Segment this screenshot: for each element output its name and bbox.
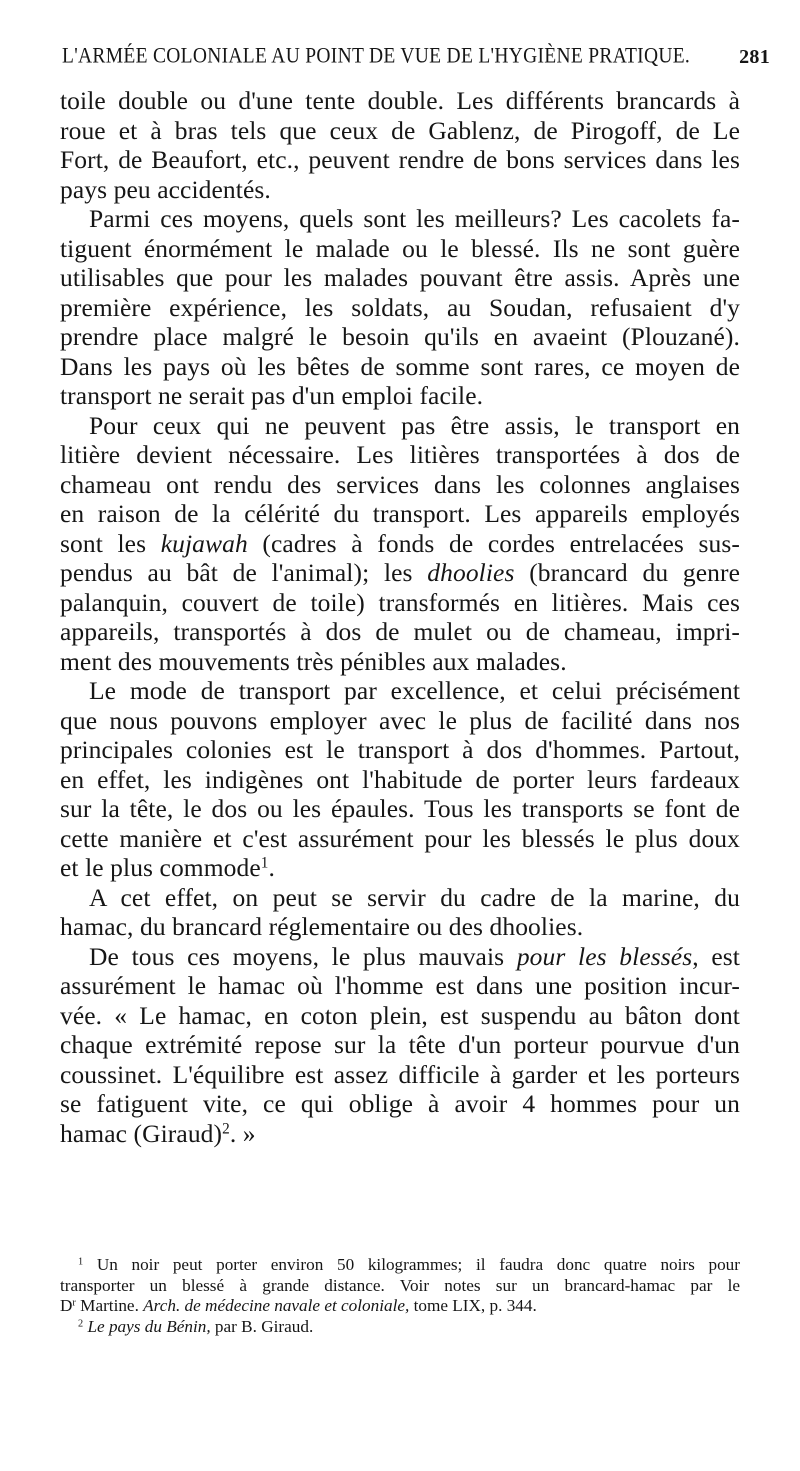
text-line: principales colonies est le transport à dos d'hommes. Partout, [60,735,740,764]
footnote-1 [60,1255,740,1276]
text-line: A cet effet, on peut se servir du cadre de la marine, du [89,882,740,912]
text-line: litière devient nécessaire. Les litières transportées à dos de [60,440,740,469]
text-line: vée. « Le hamac, en coton plein, est suspendu au bâton dont [60,1000,740,1030]
text-run: . [268,853,276,882]
footnote-ref-1[interactable]: 1 [260,854,269,872]
text-run: (cadres à fonds de cordes entrelacées sus- [247,528,740,558]
text-run: . » [229,1118,256,1148]
text-line: se fatiguent vite, ce qui oblige à avoir 4 hommes pour un [60,1089,740,1118]
text-line: Dans les pays où les bêtes de somme sont rares, ce moyen de [60,351,740,381]
text-line [60,1119,740,1149]
text-line: ment des mouvements très pénibles aux malades. [60,646,567,676]
text-line: chameau ont rendu des services dans les colonnes anglaises [60,469,740,499]
footnote-line [60,1296,740,1317]
text-line [60,942,740,972]
text-line: en raison de la célérité du transport. Les appareils employés [60,499,740,528]
text-line [60,558,740,588]
text-line: prendre place malgré le besoin qu'ils en avaeint (Plouzané). [60,322,740,351]
footnote-ref-2[interactable]: 2 [222,1120,230,1138]
footnote-text: tome LIX, p. 344. [409,1296,537,1315]
book-title: Le pays du Bénin, [83,1316,211,1336]
footnote-2 [60,1317,740,1338]
body-text [60,86,740,1148]
journal-title: Arch. de médecine navale et coloniale, [143,1296,410,1315]
text-run: , est [692,941,740,971]
footnote-text: Martine. [75,1296,144,1315]
text-line: pays peu accidentés. [60,174,271,204]
text-run: hamac (Giraud) [60,1118,223,1148]
text-line: tiguent énormément le malade ou le blessé. Ils ne sont guère [60,233,740,263]
text-line: Pour ceux qui ne peuvent pas être assis, le transport en [89,410,740,440]
text-line: appareils, transportés à dos de mulet ou de chameau, impri- [60,617,740,646]
text-line: que nous pouvons employer avec le plus de facilité dans nos [60,705,740,735]
italic-term-dhoolies: dhoolies [427,558,515,587]
footnote-mark: 2 [78,1317,84,1329]
text-line: roue et à bras tels que ceux de Gablenz, de Pirogoff, de Le [60,115,740,145]
text-run: De tous ces moyens, le plus mauvais [89,941,517,971]
page-number: 281 [739,46,770,68]
running-title: L'ARMÉE COLONIALE AU POINT DE VUE DE L'HYGIÈNE PRATIQUE. [62,44,691,68]
footnote-mark: 1 [78,1256,84,1268]
text-run: pendus au bât de l'animal); les [60,558,428,587]
text-line: Parmi ces moyens, quels sont les meilleurs? Les cacolets fa- [89,204,740,233]
text-line: transport ne serait pas d'un emploi facile. [60,381,484,410]
footnote-text: r [72,1297,76,1309]
text-line: utilisables que pour les malades pouvant être assis. Après une [60,263,740,292]
running-head [62,46,770,74]
text-line: toile double ou d'une tente double. Les différents brancards à [60,86,740,115]
text-line: coussinet. L'équilibre est assez difficile à garder et les porteurs [60,1059,740,1089]
text-line: Fort, de Beaufort, etc., peuvent rendre de bons services dans les [60,145,740,174]
text-run: (brancard du genre [514,558,740,587]
text-run: sont les [60,528,161,558]
footnote-text: par B. Giraud. [210,1316,314,1336]
text-line: assurément le hamac où l'homme est dans une position incur- [60,971,740,1000]
italic-emphasis: pour les blessés [516,941,693,971]
text-run: et le plus commode [60,853,261,882]
footnote-line: transporter un blessé à grande distance. Voir notes sur un brancard-hamac par le [60,1275,740,1295]
text-line: chaque extrémité repose sur la tête d'un porteur pourvue d'un [60,1030,740,1059]
footnote-text: D [60,1296,73,1315]
italic-term-kujawah: kujawah [160,528,248,558]
text-line: première expérience, les soldats, au Soudan, refusaient d'y [60,292,740,322]
footnote-text: Un noir peut porter environ 50 kilogrammes; il faudra donc quatre noirs pour [83,1255,740,1274]
text-line: hamac, du brancard réglementaire ou des dhoolies. [60,912,584,941]
text-line: cette manière et c'est assurément pour les blessés le plus doux [60,823,740,853]
footnotes [60,1255,740,1337]
text-line: en effet, les indigènes ont l'habitude de porter leurs fardeaux [60,764,740,794]
text-line [60,853,740,883]
text-line [60,529,740,559]
text-line: Le mode de transport par excellence, et celui précisément [89,676,740,705]
text-line: palanquin, couvert de toile) transformés en litières. Mais ces [60,587,740,617]
text-line: sur la tête, le dos ou les épaules. Tous les transports se font de [60,794,740,823]
